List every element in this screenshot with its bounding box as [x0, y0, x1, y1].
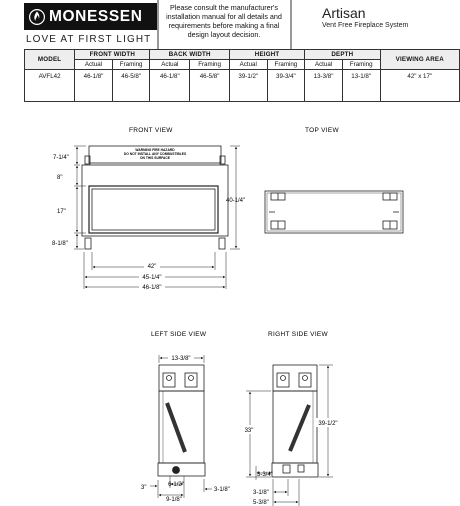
right-burner-tube	[290, 405, 309, 451]
dim-label: 6-1/2"	[168, 482, 184, 488]
left-burner-tube	[167, 403, 185, 452]
column-header: VIEWING AREA	[380, 50, 460, 70]
dim-label: 46-1/8"	[142, 285, 162, 291]
dim-label: 3-1/8"	[214, 487, 230, 493]
subheader-cell: Actual	[305, 60, 343, 70]
dim-label: 7-1/4"	[53, 155, 69, 161]
dim-label: 33"	[244, 428, 254, 434]
value-cell: 46-5/8"	[112, 70, 150, 102]
subheader-cell: Framing	[112, 60, 150, 70]
warning-line: ON THIS SURFACE	[139, 156, 171, 160]
right-valve	[283, 465, 290, 473]
warning-line: WARNING FIRE HAZARD	[135, 148, 175, 152]
column-header: FRONT WIDTH	[75, 50, 150, 60]
brand-name: MONESSEN	[49, 7, 143, 25]
subheader-cell: Framing	[190, 60, 230, 70]
notice-line: design layout decision.	[187, 30, 261, 39]
dim-label: 13-3/8"	[171, 356, 191, 362]
dim-label: 3-3/4"	[257, 472, 273, 478]
top-view-label: TOP VIEW	[305, 127, 339, 134]
right-side-drawing	[272, 365, 318, 477]
front-right-leg	[219, 238, 225, 249]
dim-label: 3-1/8"	[253, 490, 269, 496]
value-cell: 39-3/4"	[267, 70, 305, 102]
right-dim-lines	[246, 365, 333, 506]
value-cell: 13-3/8"	[305, 70, 343, 102]
front-glass	[92, 189, 215, 230]
right-side-body	[273, 391, 317, 463]
dim-label: 8-1/8"	[52, 241, 68, 247]
subheader-cell: Framing	[267, 60, 305, 70]
dim-label: 8"	[57, 175, 63, 181]
model-cell: AVFL42	[25, 70, 75, 102]
front-body	[82, 165, 228, 236]
left-side-view-label: LEFT SIDE VIEW	[151, 331, 207, 338]
front-glass-frame	[89, 186, 218, 233]
column-header: BACK WIDTH	[150, 50, 229, 60]
right-side-base	[272, 463, 318, 477]
left-side-body	[159, 391, 204, 463]
front-left-leg	[85, 238, 91, 249]
value-cell: 46-5/8"	[190, 70, 230, 102]
left-side-base	[158, 463, 205, 476]
subheader-cell: Actual	[75, 60, 113, 70]
column-header: DEPTH	[305, 50, 380, 60]
product-title: Artisan	[322, 5, 366, 21]
value-cell: 46-1/8"	[150, 70, 190, 102]
front-view-drawing	[82, 146, 228, 249]
subheader-cell: Framing	[342, 60, 380, 70]
column-header: HEIGHT	[229, 50, 304, 60]
notice-line: installation manual for all details and	[166, 12, 282, 21]
dim-label: 42"	[147, 264, 157, 270]
dim-label: 45-1/4"	[142, 275, 162, 281]
right-side-view-label: RIGHT SIDE VIEW	[268, 331, 328, 338]
column-header: MODEL	[25, 50, 75, 70]
value-cell: 13-1/8"	[342, 70, 380, 102]
dim-label: 40-1/4"	[226, 198, 246, 204]
notice-line: Please consult the manufacturer's	[169, 3, 279, 12]
dim-label: 3"	[141, 485, 147, 491]
top-body	[265, 191, 403, 233]
dim-label: 17"	[57, 209, 66, 215]
dim-label: 5-3/8"	[253, 500, 269, 506]
warning-line: DO NOT INSTALL ANY COMBUSTIBLES	[123, 152, 187, 156]
left-side-drawing	[158, 365, 205, 476]
product-subtitle: Vent Free Fireplace System	[322, 22, 409, 29]
top-view-drawing	[265, 191, 403, 233]
subheader-cell: Actual	[150, 60, 190, 70]
value-cell: 39-1/2"	[229, 70, 267, 102]
dim-label: 9-1/8"	[166, 497, 182, 503]
dim-label: 39-1/2"	[318, 421, 338, 427]
viewing-area-cell: 42" x 17"	[380, 70, 460, 102]
value-cell: 46-1/8"	[75, 70, 113, 102]
notice-line: requirements before making a final	[168, 21, 280, 30]
front-view-label: FRONT VIEW	[129, 127, 173, 134]
brand-tagline: LOVE AT FIRST LIGHT	[26, 34, 152, 45]
subheader-cell: Actual	[229, 60, 267, 70]
